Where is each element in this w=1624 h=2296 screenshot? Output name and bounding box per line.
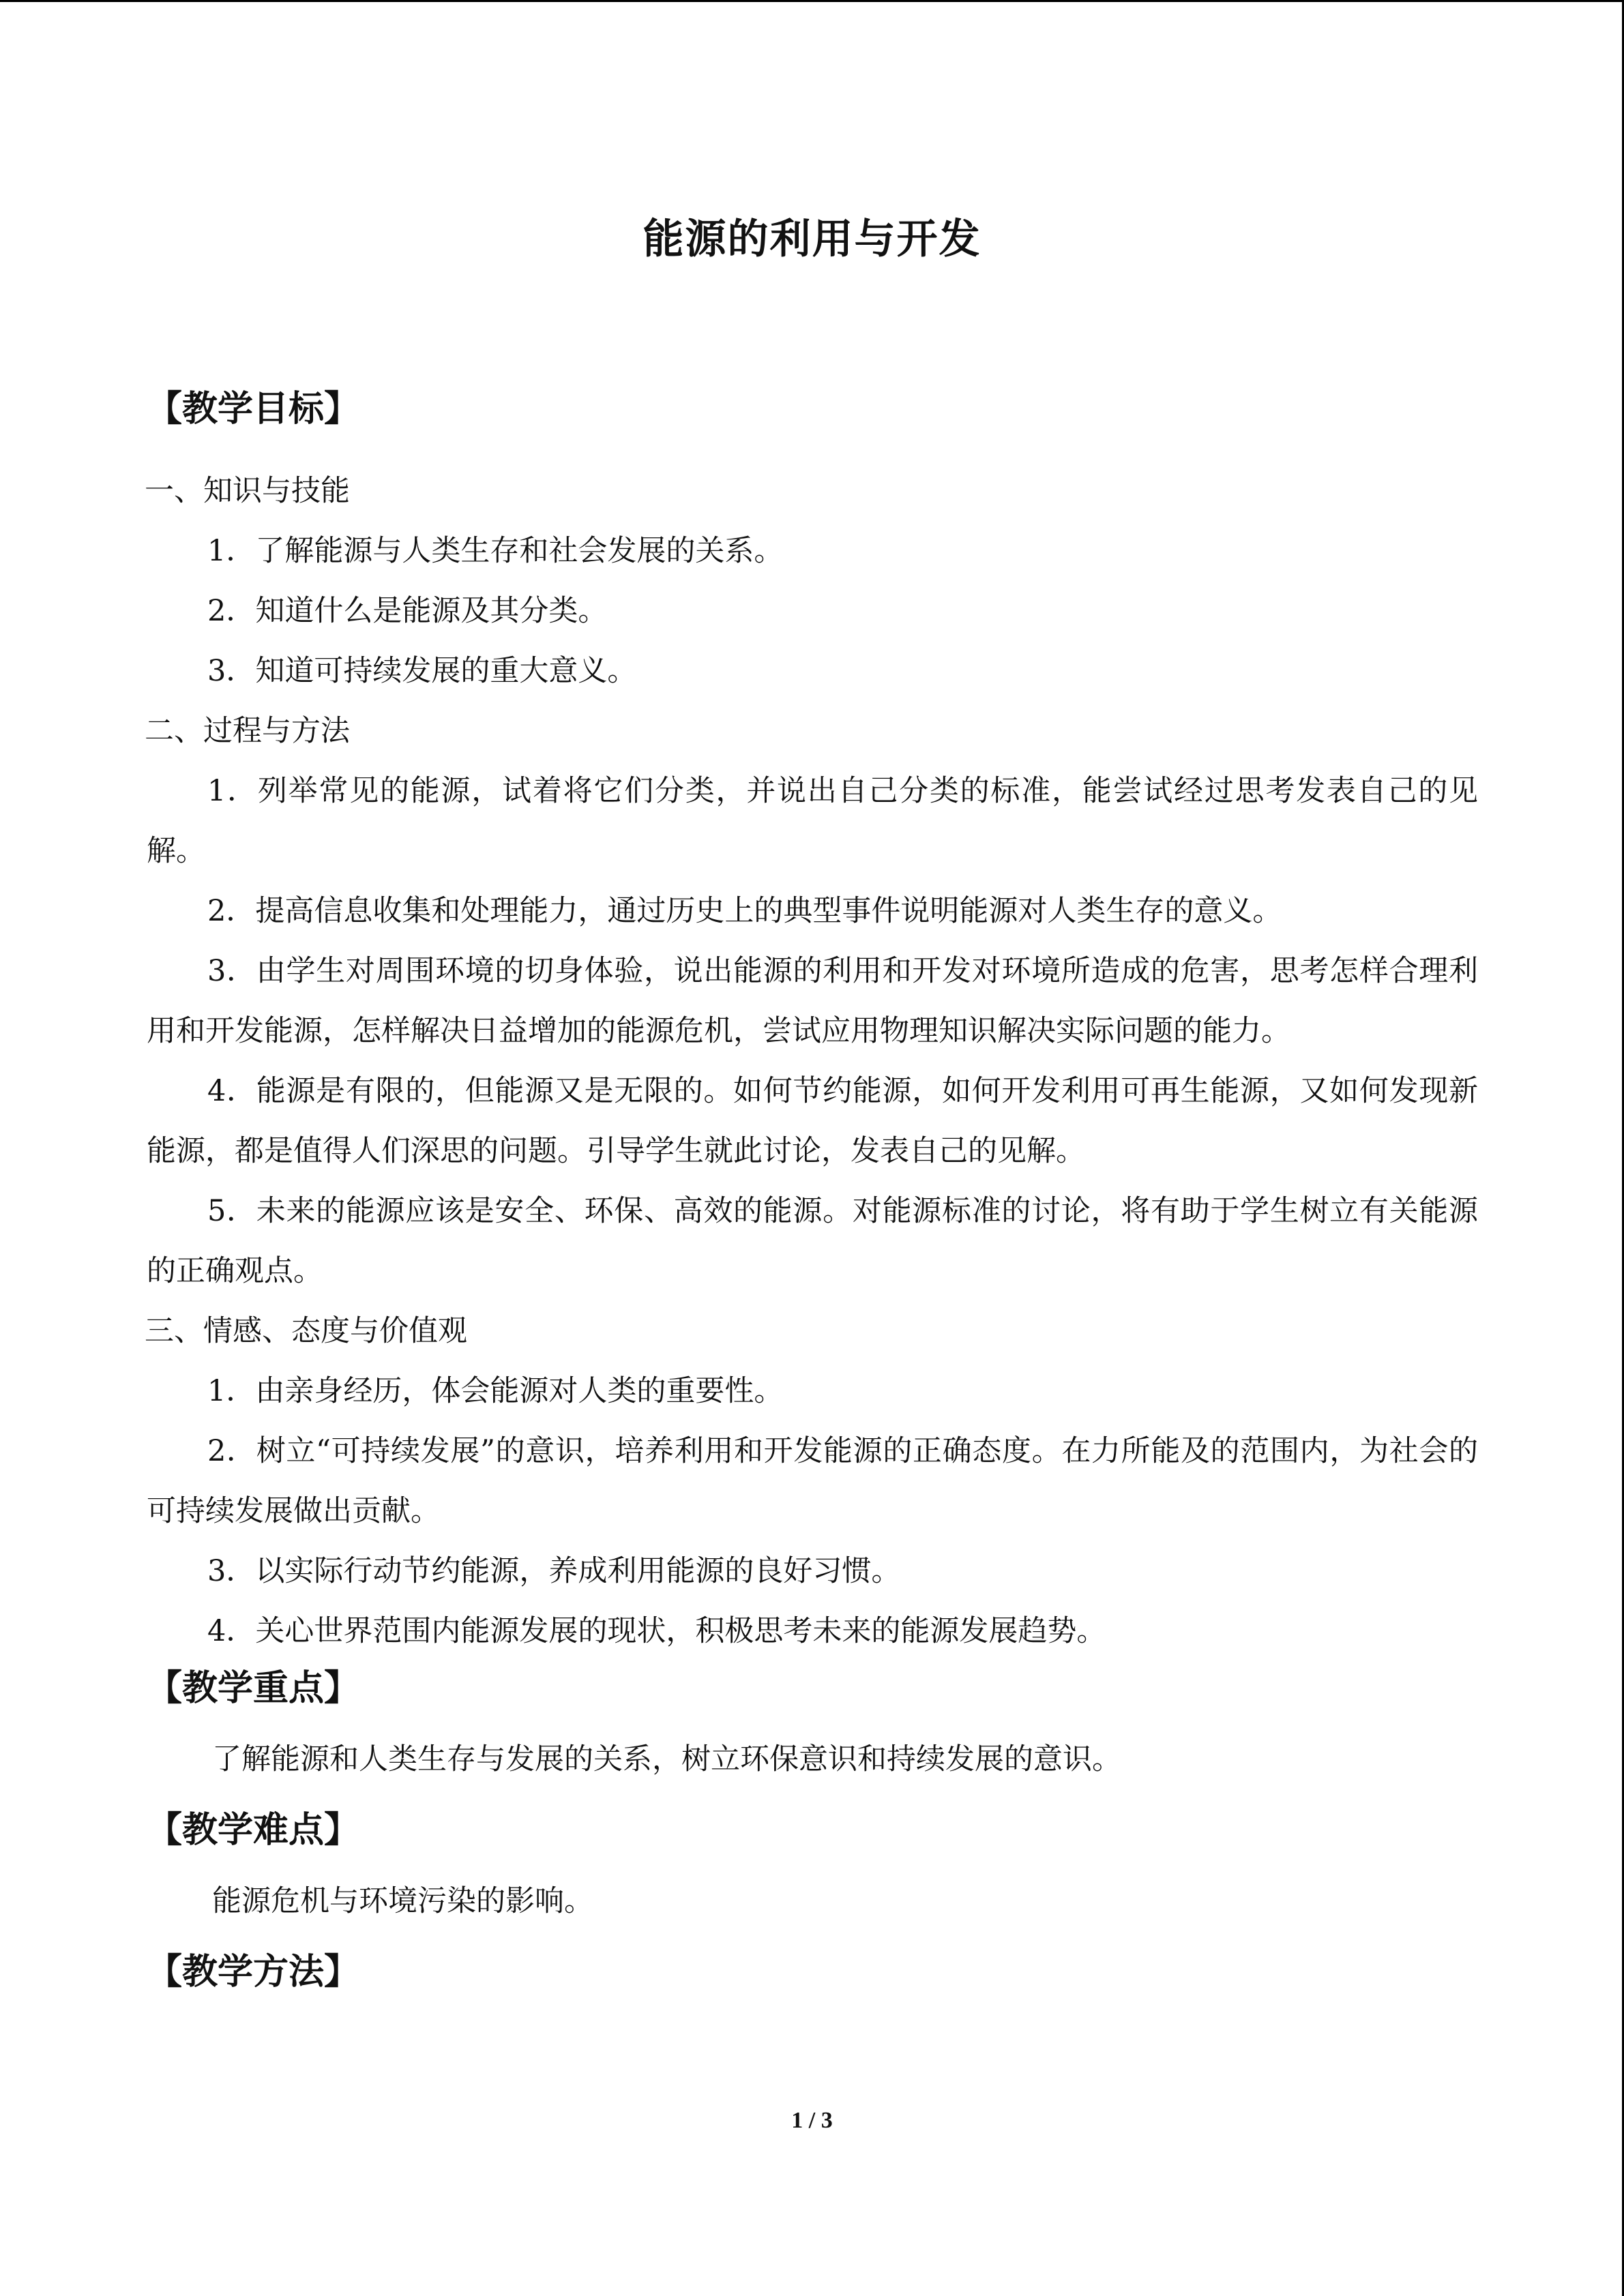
subheading-knowledge-skills: 一、知识与技能 <box>145 474 350 508</box>
process-item: 3．由学生对周围环境的切身体验，说出能源的利用和开发对环境所造成的危害，思考怎样合理利用和开发能源，怎样解决日益增加的能源危机，尝试应用物理知识解决实际问题的能力。 <box>147 954 1478 1048</box>
attitude-item: 4．关心世界范围内能源发展的现状，积极思考未来的能源发展趋势。 <box>207 1614 1106 1648</box>
knowledge-item: 3．知道可持续发展的重大意义。 <box>207 654 637 688</box>
section-heading-key-points: 【教学重点】 <box>147 1668 360 1709</box>
document-body <box>147 382 1478 1999</box>
attitude-item: 3．以实际行动节约能源，养成利用能源的良好习惯。 <box>207 1554 901 1588</box>
knowledge-item: 2．知道什么是能源及其分类。 <box>207 594 608 628</box>
attitude-item: 2．树立“可持续发展”的意识，培养利用和开发能源的正确态度。在力所能及的范围内，为社会的可持续发展做出贡献。 <box>147 1434 1478 1528</box>
attitude-item: 1．由亲身经历，体会能源对人类的重要性。 <box>207 1374 784 1408</box>
page-number: 1 / 3 <box>791 2108 833 2133</box>
process-item: 2．提高信息收集和处理能力，通过历史上的典型事件说明能源对人类生存的意义。 <box>207 894 1282 928</box>
page-border-top <box>0 0 1624 2</box>
section-heading-methods: 【教学方法】 <box>147 1952 360 1993</box>
knowledge-item: 1．了解能源与人类生存和社会发展的关系。 <box>207 534 784 568</box>
process-item: 1．列举常见的能源，试着将它们分类，并说出自己分类的标准，能尝试经过思考发表自己的见解。 <box>147 774 1478 868</box>
section-heading-difficulties: 【教学难点】 <box>147 1810 360 1851</box>
section-heading-teaching-goals: 【教学目标】 <box>147 389 360 430</box>
key-points-text: 了解能源和人类生存与发展的关系，树立环保意识和持续发展的意识。 <box>212 1742 1121 1776</box>
document-title: 能源的利用与开发 <box>643 215 981 263</box>
difficulties-text: 能源危机与环境污染的影响。 <box>212 1884 593 1918</box>
subheading-attitude-values: 三、情感、态度与价值观 <box>145 1314 467 1348</box>
process-item: 4．能源是有限的，但能源又是无限的。如何节约能源，如何开发利用可再生能源，又如何发现新能源，都是值得人们深思的问题。引导学生就此讨论，发表自己的见解。 <box>147 1074 1478 1168</box>
subheading-process-methods: 二、过程与方法 <box>145 714 350 748</box>
process-item: 5．未来的能源应该是安全、环保、高效的能源。对能源标准的讨论，将有助于学生树立有关能源的正确观点。 <box>147 1194 1478 1288</box>
